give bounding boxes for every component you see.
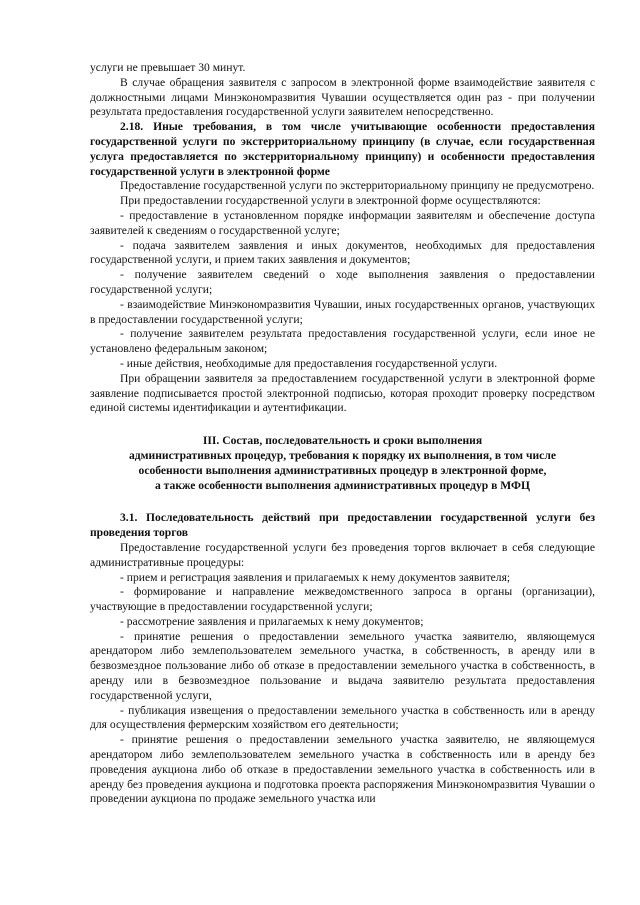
spacer xyxy=(90,493,595,511)
paragraph: В случае обращения заявителя с запросом в электронной форме взаимодействие заявителя с должностными лицами Минэкономразвития Чувашии осуществляется один раз - при получении результата предоставления государственной услуги заявителем непосредственно. xyxy=(90,75,595,119)
spacer xyxy=(90,416,595,434)
section-heading-line: административных процедур, требования к порядку их выполнения, в том числе xyxy=(129,448,556,462)
paragraph: - публикация извещения о предоставлении земельного участка в собственность или в аренду для осуществления фермерским хозяйством его деятельности; xyxy=(90,703,595,732)
section-heading-line: особенности выполнения административных процедур в электронной форме, xyxy=(138,463,547,477)
body-section-b xyxy=(90,511,595,807)
subsection-heading: 2.18. Иные требования, в том числе учитывающие особенности предоставления государственной услуги по экстерриториальному принципу (в случае, если государственная услуга предоставляется по экстерриториальному принципу) и особенности предоставления государственной услуги в электронной форме xyxy=(90,120,595,178)
section-heading xyxy=(90,434,595,493)
paragraph: - принятие решения о предоставлении земельного участка заявителю, не являющемуся арендатором либо землепользователем земельного участка в собственность или в аренду без проведения аукциона либо об отказе в предоставлении земельного участка в собственность или в аренду без проведения аукциона и подготовка проекта распоряжения Минэкономразвития Чувашии о проведении аукциона по продаже земельного участка или xyxy=(90,733,595,806)
paragraph: - принятие решения о предоставлении земельного участка заявителю, являющемуся арендатором либо землепользователем земельного участка, в собственность, в аренду или в безвозмездное пользование либо об отказе в предоставлении земельного участка в собственность, в аренду или в безвозмездное пользование и выдача заявителю результата предоставления государственной услуги, xyxy=(90,629,595,702)
paragraph: - иные действия, необходимые для предоставления государственной услуги. xyxy=(120,356,498,370)
section-heading-line: а также особенности выполнения административных процедур в МФЦ xyxy=(154,478,531,492)
paragraph: - взаимодействие Минэкономразвития Чувашии, иных государственных органов, участвующих в предоставлении государственной услуги; xyxy=(90,297,595,326)
paragraph: При предоставлении государственной услуги в электронной форме осуществляются: xyxy=(120,194,541,208)
paragraph: Предоставление государственной услуги по экстерриториальному принципу не предусмотрено. xyxy=(120,179,595,193)
paragraph: - прием и регистрация заявления и прилагаемых к нему документов заявителя; xyxy=(120,570,511,584)
paragraph: - предоставление в установленном порядке информации заявителям и обеспечение доступа заявителей к сведениям о государственной услуге; xyxy=(90,208,595,237)
paragraph: - формирование и направление межведомственного запроса в органы (организации), участвующие в предоставлении государственной услуги; xyxy=(90,585,595,614)
paragraph: Предоставление государственной услуги без проведения торгов включает в себя следующие административные процедуры: xyxy=(90,540,595,569)
body-section-a xyxy=(90,61,595,416)
paragraph: услуги не превышает 30 минут. xyxy=(90,61,246,74)
paragraph: - получение заявителем сведений о ходе выполнения заявления о предоставлении государственной услуги; xyxy=(90,268,595,296)
document-page xyxy=(90,61,595,807)
paragraph: - рассмотрение заявления и прилагаемых к нему документов; xyxy=(120,614,424,628)
paragraph: - получение заявителем результата предоставления государственной услуги, если иное не установлено федеральным законом; xyxy=(90,327,595,356)
subsection-heading: 3.1. Последовательность действий при предоставлении государственной услуги без проведения торгов xyxy=(90,511,595,540)
paragraph: При обращении заявителя за предоставлением государственной услуги в электронной форме заявление подписывается простой электронной подписью, которая проходит проверку посредством единой системы идентификации и аутентификации. xyxy=(90,371,595,415)
section-heading-line: III. Состав, последовательность и сроки выполнения xyxy=(202,434,483,448)
paragraph: - подача заявителем заявления и иных документов, необходимых для предоставления государственной услуги, и прием таких заявления и документов; xyxy=(90,238,595,267)
